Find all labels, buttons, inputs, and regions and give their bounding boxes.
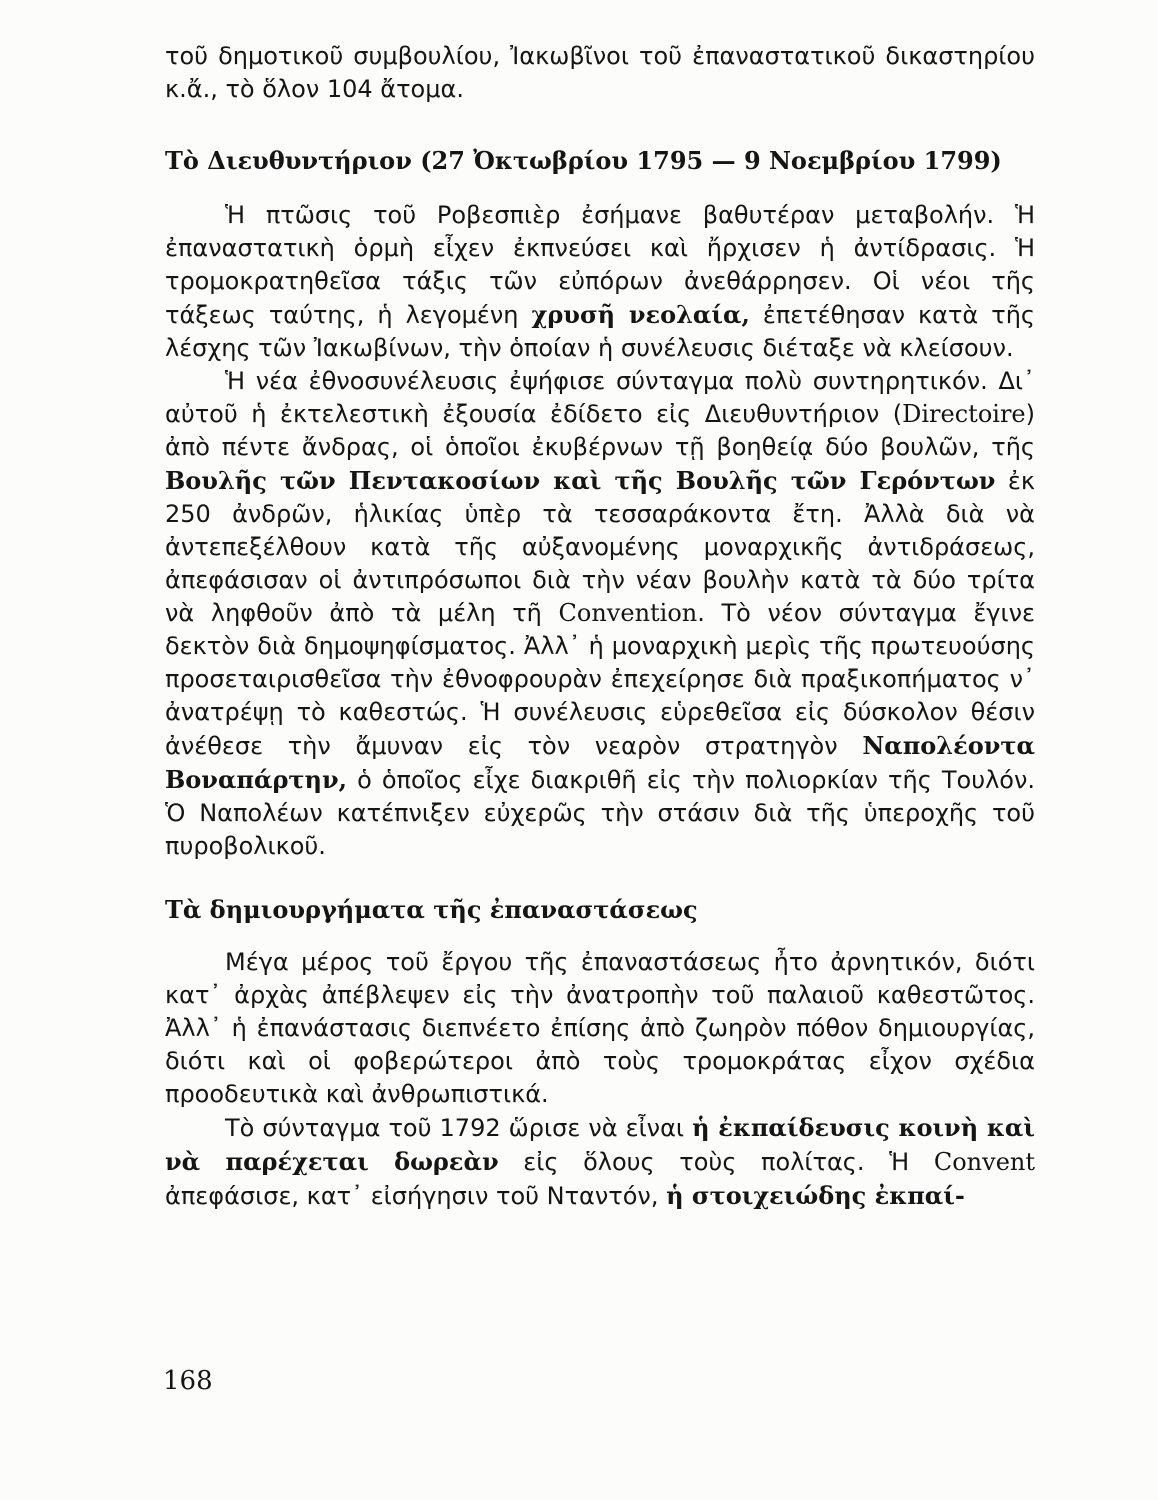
text-run: Μέγα μέρος τοῦ ἔργου τῆς ἐπαναστάσεως ἦτο ἀρνητικόν, διότι κατ᾿ ἀρχὰς ἀπέβλεψεν εἰς τὴν ἀνατροπὴν τοῦ παλαιοῦ καθεστῶτος. Ἀλλ᾿ ἡ ἐπανάστασις διεπνέετο ἐπίσης ἀπὸ ζωηρὸν πόθον δημιουργίας, διότι καὶ οἱ φοβερώτεροι ἀπὸ τοὺς τρομοκράτας εἶχον σχέδια προοδευτικὰ καὶ ἀνθρωπιστικά. [165, 948, 1035, 1108]
bold-term: ἡ ἐκπαίδευσις κοινὴ καὶ νὰ παρέχεται δωρεὰν [165, 1113, 1035, 1176]
bold-term: ἡ στοιχειώδης ἐκπαί- [666, 1181, 965, 1210]
latin-term: Convent [933, 1148, 1035, 1176]
text-run: ἐπετέθησαν κατὰ τῆς λέσχης τῶν Ἰακωβίνων, τὴν ὁποίαν ἡ συνέλευσις διέταξε νὰ κλείσουν. [165, 301, 1036, 362]
text-run: Ἡ πτῶσις τοῦ Ροβεσπιὲρ ἐσήμανε βαθυτέραν μεταβολήν. Ἡ ἐπαναστατικὴ ὁρμὴ εἶχεν ἐκπνεύσει καὶ ἤρχισεν ἡ ἀντίδρασις. Ἡ τρομοκρατηθεῖσα τάξις τῶν εὐπόρων ἀνεθάρρησεν. Οἱ νέοι τῆς τάξεως ταύτης, ἡ λεγομένη [165, 201, 1035, 329]
paragraph-new-constitution [165, 365, 1035, 863]
page-number: 168 [163, 1366, 213, 1396]
latin-term: Convention [558, 599, 698, 627]
bold-term: χρυσῆ νεολαία, [531, 300, 750, 329]
continued-paragraph [165, 40, 1035, 106]
text-run: ἀπεφάσισε, κατ᾿ εἰσήγησιν τοῦ Νταντόν, [165, 1182, 667, 1210]
latin-term: Directoire [902, 400, 1026, 428]
paragraph-revolution-work [165, 946, 1035, 1111]
body-text [165, 40, 1035, 1213]
text-run: τοῦ δημοτικοῦ συμβουλίου, Ἰακωβῖνοι τοῦ ἐπαναστατικοῦ δικαστηρίου κ.ἄ., τὸ ὅλον 104 ἄτομα. [165, 42, 1035, 103]
text-run: ὁ ὁποῖος εἶχε διακριθῆ εἰς τὴν πολιορκίαν τῆς Τουλόν. Ὁ Ναπολέων κατέπνιξεν εὐχερῶς τὴν στάσιν διὰ τῆς ὑπεροχῆς τοῦ πυροβολικοῦ. [165, 766, 1035, 860]
paragraph-education [165, 1111, 1035, 1213]
text-run: εἰς ὅλους τοὺς πολίτας. Ἡ [498, 1148, 934, 1176]
text-run: Ἡ νέα ἐθνοσυνέλευσις ἐψήφισε σύνταγμα πολὺ συντηρητικόν. Δι᾿ αὐτοῦ ἡ ἐκτελεστικὴ ἐξουσία ἐδίδετο εἰς Διευθυντήριον ( [165, 367, 1035, 428]
section-heading-creations: Τὰ δημιουργήματα τῆς ἐπαναστάσεως [165, 895, 698, 924]
bold-term: Ναπολέοντα Βοναπάρτην, [165, 731, 1035, 794]
text-run: . Τὸ νέον σύνταγμα ἔγινε δεκτὸν διὰ δημοψηφίσματος. Ἀλλ᾿ ἡ μοναρχικὴ μερὶς τῆς πρωτευούσης προσεταιρισθεῖσα τὴν ἐθνοφρουρὰν ἐπεχείρησε διὰ πραξικοπήματος ν᾿ ἀνατρέψῃ τὸ καθεστώς. Ἡ συνέλευσις εὑρεθεῖσα εἰς δύσκολον θέσιν ἀνέθεσε τὴν ἄμυναν εἰς τὸν νεαρὸν στρατηγὸν [165, 599, 1035, 760]
section-heading-directory: Τὸ Διευθυντήριον (27 Ὀκτωβρίου 1795 — 9 Νοεμβρίου 1799) [165, 146, 1002, 175]
text-run: ) ἀπὸ πέντε ἄνδρας, οἱ ὁποῖοι ἐκυβέρνων τῇ βοηθείᾳ δύο βουλῶν, τῆς [165, 400, 1035, 461]
text-run: ἐκ 250 ἀνδρῶν, ἡλικίας ὑπὲρ τὰ τεσσαράκοντα ἔτη. Ἀλλὰ διὰ νὰ ἀντεπεξέλθουν κατὰ τῆς αὐξανομένης μοναρχικῆς ἀντιδράσεως, ἀπεφάσισαν οἱ ἀντιπρόσωποι διὰ τὴν νέαν βουλὴν κατὰ τὰ δύο τρίτα νὰ ληφθοῦν ἀπὸ τὰ μέλη τῆ [165, 467, 1035, 627]
text-run: Τὸ σύνταγμα τοῦ 1792 ὥρισε νὰ εἶναι [225, 1114, 693, 1142]
paragraph-robespierre-fall [165, 199, 1035, 365]
bold-term: Βουλῆς τῶν Πεντακοσίων καὶ τῆς Βουλῆς τῶν Γερόντων [165, 466, 996, 495]
